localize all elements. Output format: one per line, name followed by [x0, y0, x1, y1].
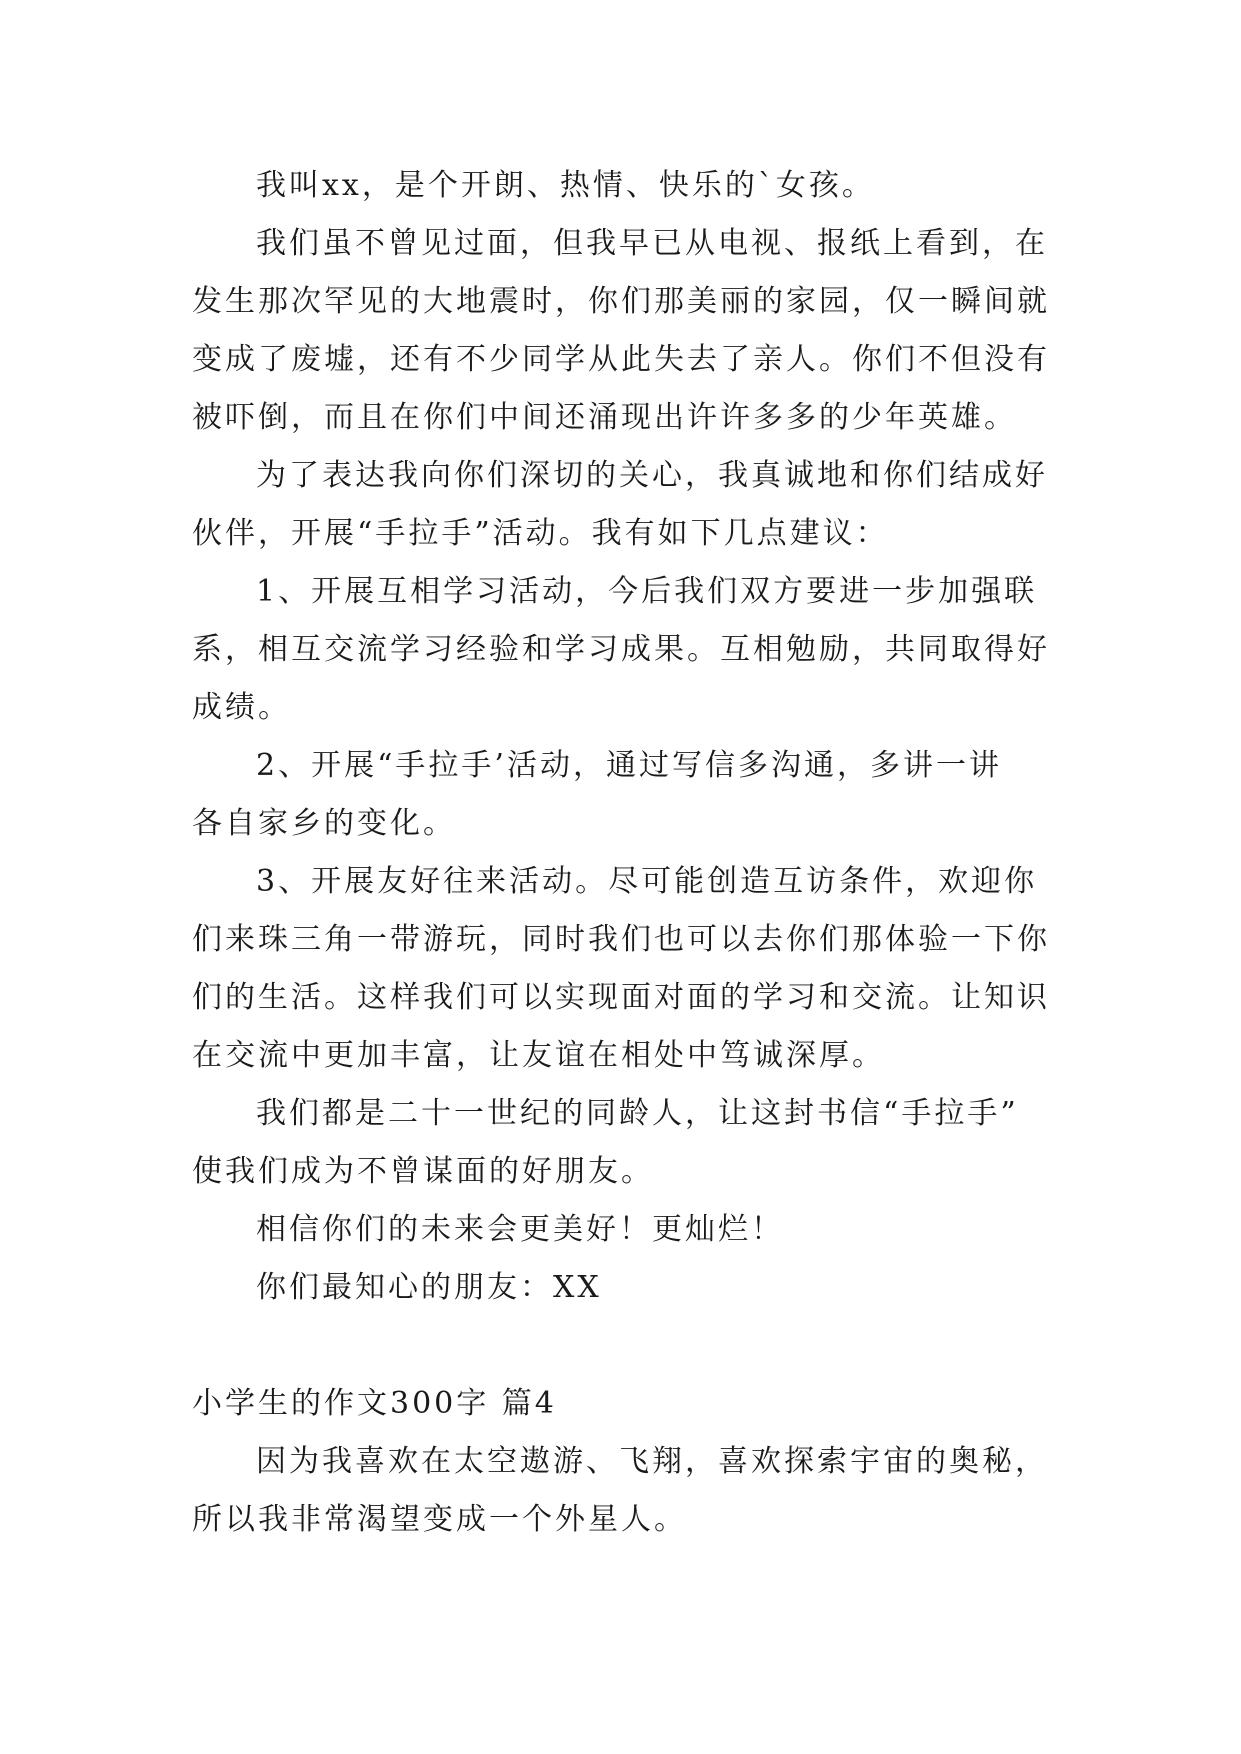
paragraph-line: 们来珠三角一带游玩，同时我们也可以去你们那体验一下你 [192, 922, 1050, 957]
paragraph-line: 们的生活。这样我们可以实现面对面的学习和交流。让知识 [192, 980, 1050, 1015]
suggestion-2-line: 2、开展“手拉手’活动，通过写信多沟通，多讲一讲 [256, 748, 1002, 783]
section-heading: 小学生的作文300字 篇4 [192, 1386, 557, 1421]
closing-wish-line: 相信你们的未来会更美好！更灿烂！ [256, 1212, 784, 1247]
suggestion-1-line: 1、开展互相学习活动，今后我们双方要进一步加强联 [256, 574, 1038, 609]
suggestion-3-line: 3、开展友好往来活动。尽可能创造互访条件，欢迎你 [256, 864, 1038, 899]
paragraph-line: 所以我非常渴望变成一个外星人。 [192, 1502, 687, 1537]
paragraph-line: 成绩。 [192, 690, 291, 725]
paragraph-line: 因为我喜欢在太空遨游、飞翔，喜欢探索宇宙的奥秘， [256, 1444, 1048, 1479]
letter-intro-line: 我叫xx，是个开朗、热情、快乐的`女孩。 [256, 168, 875, 203]
paragraph-line: 各自家乡的变化。 [192, 806, 456, 841]
paragraph-line: 变成了废墟，还有不少同学从此失去了亲人。你们不但没有 [192, 342, 1050, 377]
paragraph-line: 使我们成为不曾谋面的好朋友。 [192, 1154, 654, 1189]
paragraph-line: 发生那次罕见的大地震时，你们那美丽的家园，仅一瞬间就 [192, 284, 1050, 319]
paragraph-line: 为了表达我向你们深切的关心，我真诚地和你们结成好 [256, 458, 1048, 493]
paragraph-line: 在交流中更加丰富，让友谊在相处中笃诚深厚。 [192, 1038, 885, 1073]
paragraph-line: 伙伴，开展“手拉手”活动。我有如下几点建议： [192, 516, 889, 551]
paragraph-line: 我们都是二十一世纪的同龄人，让这封书信“手拉手” [256, 1096, 1019, 1131]
paragraph-line: 我们虽不曾见过面，但我早已从电视、报纸上看到，在 [256, 226, 1048, 261]
paragraph-line: 系，相互交流学习经验和学习成果。互相勉励，共同取得好 [192, 632, 1050, 667]
paragraph-line: 被吓倒，而且在你们中间还涌现出许许多多的少年英雄。 [192, 400, 1017, 435]
signature-line: 你们最知心的朋友：XX [256, 1270, 602, 1305]
